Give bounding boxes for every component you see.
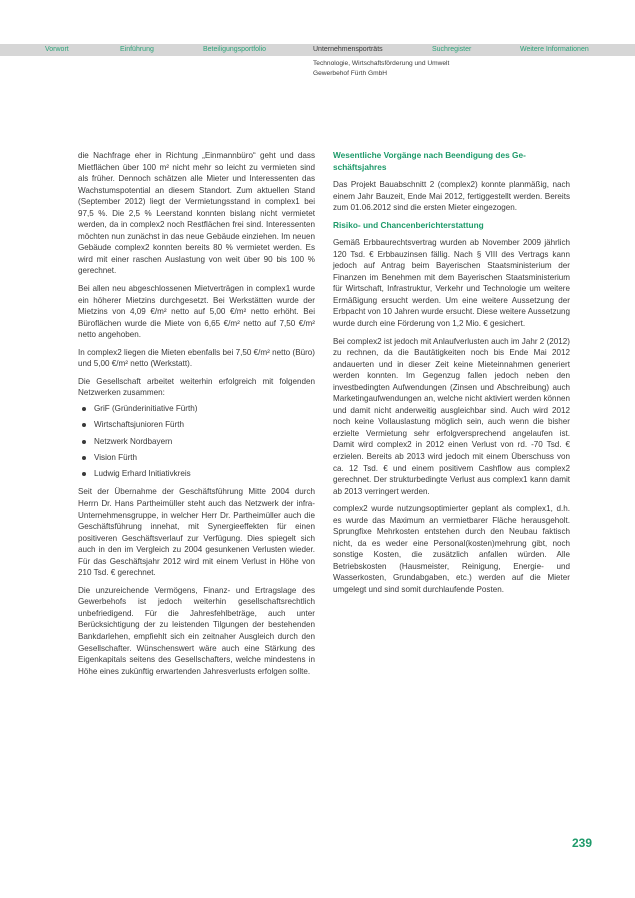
paragraph: Das Projekt Bauabschnitt 2 (complex2) konnte planmäßig, nach einem Jahr Bauzeit, Ende Mai 2012, fertiggestellt werden. Bereits zum 01.06.2012 sind die ersten Mieter eingezogen. [333,180,570,213]
page-number: 239 [572,836,593,850]
section-heading: Wesentliche Vorgänge nach Beendigung des Geschäftsjahres [333,150,526,172]
network-list [78,401,315,482]
bullet-icon [82,423,86,427]
list-item-label: Ludwig Erhard Initiativkreis [94,469,191,479]
nav-item-einfuehrung[interactable]: Einführung [120,46,154,53]
subnav-category[interactable]: Technologie, Wirtschaftsförderung und Umwelt [313,60,450,67]
list-item [78,401,315,417]
paragraph: Bei complex2 ist jedoch mit Anlaufverlusten auch im Jahr 2 (2012) zu rechnen, da die Bautätigkeiten noch bis Ende Mai 2012 andauerten und in dieser Zeit keine Mieteinnahmen generiert werden konnten. Im Gegenzug fallen jedoch neben den investbedingten Aufwendungen (Zinsen und Abschreibung) auch Marketingaufwendungen an, welche nicht aktiviert werden können und damit nicht anderweitig ausgleichbar sind. Auch wird 2012 noch keine Vollauslastung möglich sein, auch wenn die bisher erzielte Vermietung sehr erfolgversprechend angelaufen ist. Damit wird complex2 in 2012 einen Verlust von rd. -70 Tsd. € erzielen. Bereits ab 2013 wird jedoch mit einem Überschuss von ca. 12 Tsd. € und einem positivem Cashflow aus complex2 gerechnet. Der strukturbedingte Verlust aus complex1 kann damit ab 2013 verringert werden. [333,336,570,496]
paragraph: complex2 wurde nutzungsoptimierter geplant als complex1, d.h. es wurde das Maximum an vermietbarer Fläche herausgeholt. Sprungfixe Mehrkosten entstehen durch den Neubau faktisch nicht, da es weder eine Personal(kosten)mehrung gibt, noch sonstige Kosten, die zusätzlich anfallen würden. Alle Betriebskosten (Hausmeister, Reinigung, Energie- und Wasserkosten, Grundabgaben, etc.) werden auf die Mieter umgelegt und sind somit durchlaufende Posten. [333,504,570,594]
top-navigation-bar [0,44,635,56]
nav-item-beteiligungsportfolio[interactable]: Beteiligungsportfolio [203,46,267,53]
bullet-icon [82,456,86,460]
paragraph: Gemäß Erbbaurechtsvertrag wurden ab November 2009 jährlich 120 Tsd. € Erbbauzinsen fällig. Nach § VIII des Vertrags kann jedoch auf Antrag beim Bayerischen Staatsministerium der Finanzen im Benehmen mit dem Bayerischen Staatsministerium für Wirtschaft, Infrastruktur, Verkehr und Technologie um weitere Ermäßigung ersucht werden. Um eine weitere Aussetzung der Erbpacht von 10 Jahren wurde ersucht. Diese weitere Aussetzung wurde durch eine Förderung von 1,2 Mio. € gesichert. [333,238,570,328]
subnav-company[interactable]: Gewerbehof Fürth GmbH [313,70,388,77]
paragraph: die Nachfrage eher in Richtung „Einmannbüro“ geht und dass Mietflächen über 100 m² nicht mehr so leicht zu vermieten sind als früher. Dennoch schätzen alle Mieter und Interessenten das Wachstumspotential an diesem Standort. Zum aktuellen Stand (September 2012) liegt der Vermietungsstand in complex1 bei 97,5 %. Die 2,5 % Leerstand konnten bislang nicht vermietet werden, da in complex2 noch Restflächen frei sind. Interessenten möchten nun zunächst in das neue Gebäude einziehen. Im neuen Gebäude complex2 konnten bereits 80 % vermietet werden. Es wird mit einer raschen Auslastung von weit über 90 bis 100 % gerechnet. [78,151,315,276]
bullet-icon [82,440,86,444]
list-item-label: GriF (Gründerinitiative Fürth) [94,403,198,413]
right-column [333,150,570,602]
list-item [78,417,315,433]
bullet-icon [82,407,86,411]
section-heading: Risiko- und Chancenberichterstattung [333,219,484,230]
list-item [78,450,315,466]
list-item-label: Vision Fürth [94,452,138,462]
paragraph: Die Gesellschaft arbeitet weiterhin erfolgreich mit folgenden Netzwerken zusammen: [78,376,315,398]
list-item-label: Wirtschaftsjunioren Fürth [94,420,184,430]
bullet-icon [82,472,86,476]
list-item [78,434,315,450]
left-column [78,150,315,683]
nav-item-unternehmensportraets[interactable]: Unternehmensporträts [313,46,383,53]
paragraph: Seit der Übernahme der Geschäftsführung Mitte 2004 durch Herrn Dr. Hans Partheimüller steht auch das Netzwerk der infra-Unternehmensgruppe, in welcher Herr Dr. Partheimüller auch die Geschäftsführung innehat, mit Synergieeffekten für einen positiveren Geschäftsverlauf zur Verfügung. Dies spiegelt sich auch in den im Vergleich zu 2004 gesunkenen Verlusten wieder. Für das Geschäftsjahr 2012 wird mit einem Verlust in Höhe von 210 Tsd. € gerechnet. [78,487,315,578]
paragraph: Die unzureichende Vermögens, Finanz- und Ertragslage des Gewerbehofs ist jedoch weiterhin gesellschaftsrechtlich unbefriedigend. Für die Jahresfehlbeträge, auch unter Berücksichtigung der zu leistenden Tilgungen der bestehenden Bankdarlehen, empfiehlt sich ein zeitnaher Ausgleich durch den Gesellschafter. Wünschenswert wäre auch eine Stärkung des Eigenkapitals seitens des Gesellschafters, welche mindestens in Höhe eines zukünftig erwartenden Jahresverlusts erfolgen sollte. [78,585,315,676]
nav-item-vorwort[interactable]: Vorwort [45,46,69,53]
sub-navigation [313,59,449,79]
paragraph: Bei allen neu abgeschlossenen Mietverträgen in complex1 wurde ein höherer Mietzins durchgesetzt. Bei Werkstätten wurde der Mietzins von 4,09 €/m² netto auf 5,00 €/m² netto erhöht. Bei Büroflächen wurde die Miete von 6,65 €/m² netto auf 7,50 €/m² netto angehoben. [78,284,315,340]
nav-item-suchregister[interactable]: Suchregister [432,46,472,53]
list-item-label: Netzwerk Nordbayern [94,436,173,446]
list-item [78,466,315,482]
nav-item-weitere-informationen[interactable]: Weitere Informationen [520,46,589,53]
paragraph: In complex2 liegen die Mieten ebenfalls bei 7,50 €/m² netto (Büro) und 5,00 €/m² netto (Werkstatt). [78,347,315,369]
